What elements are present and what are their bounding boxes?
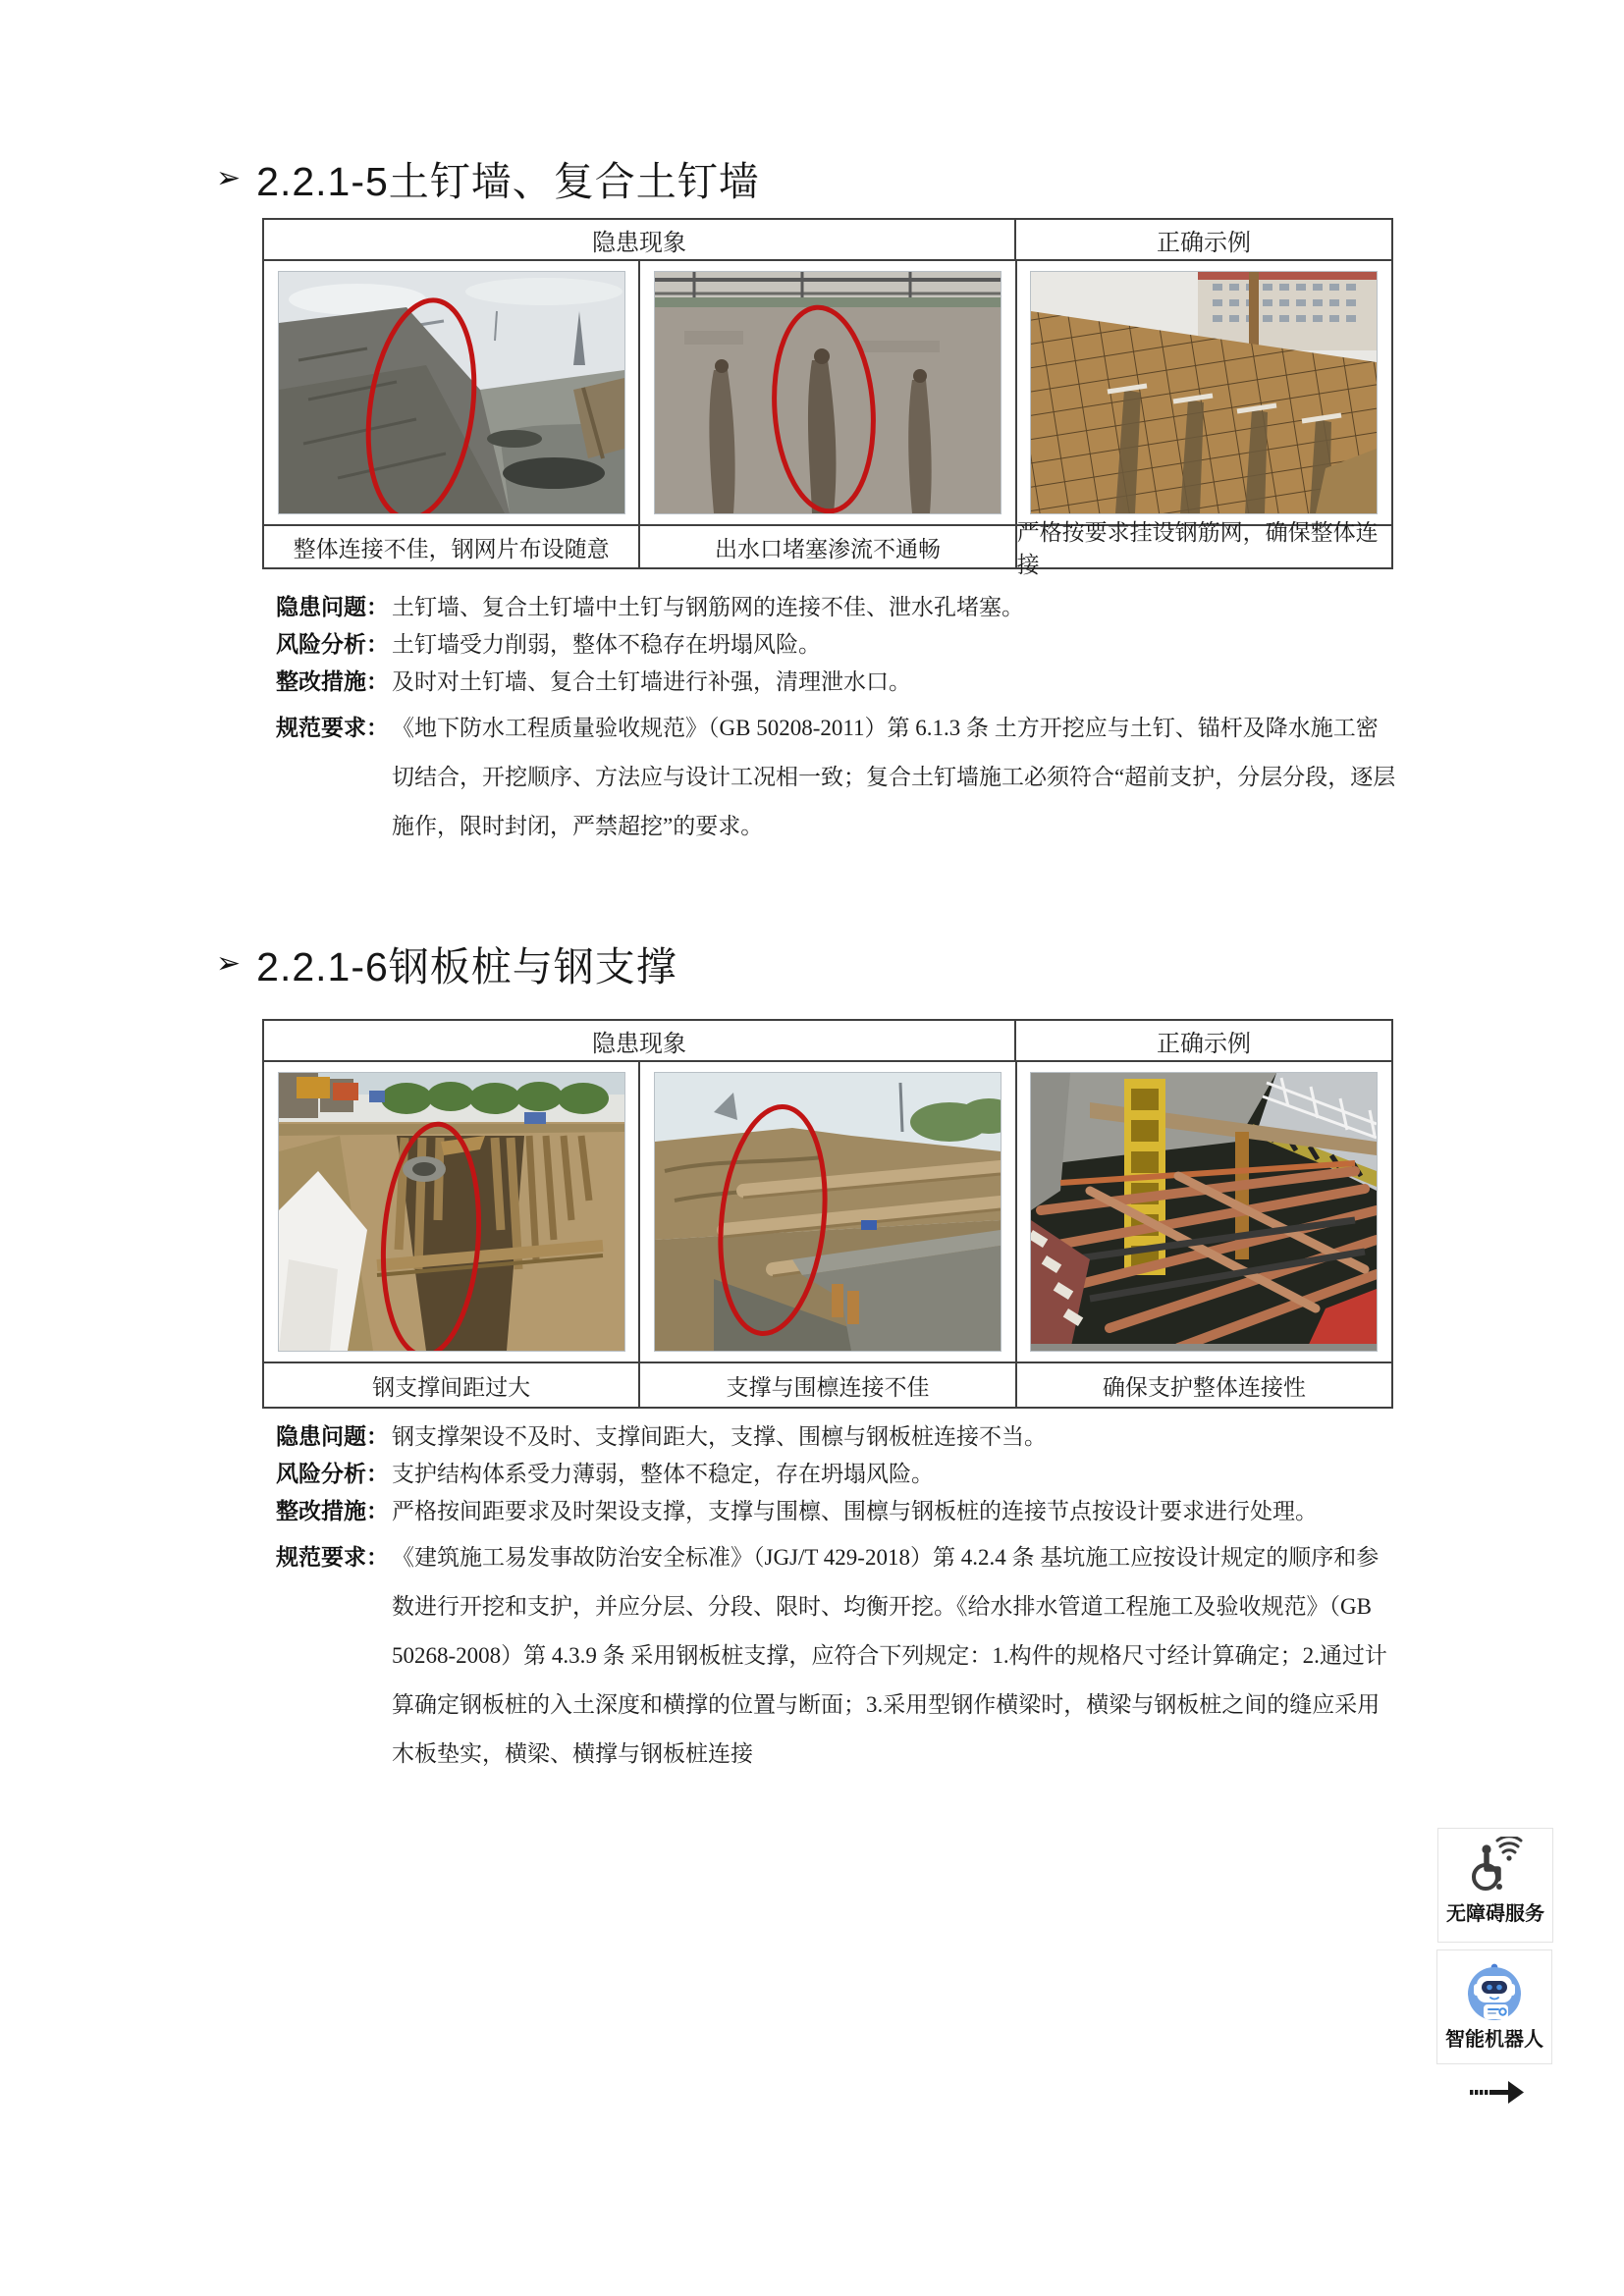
detail-row-measure xyxy=(276,1493,1397,1529)
table-image-cell xyxy=(1017,261,1391,524)
correct-header-cell: 正确示例 xyxy=(1157,1031,1251,1057)
correct-header-cell: 正确示例 xyxy=(1157,230,1251,256)
detail-text: 支护结构体系受力薄弱，整体不稳定，存在坍塌风险。 xyxy=(392,1462,934,1486)
table-image-cell xyxy=(264,1062,640,1362)
detail-text: 钢支撑架设不及时、支撑间距大，支撑、围檩与钢板桩连接不当。 xyxy=(392,1424,1047,1449)
detail-label: 整改措施： xyxy=(276,1499,389,1523)
detail-row-measure xyxy=(276,664,1397,700)
caption-cell: 严格按要求挂设钢筋网，确保整体连接 xyxy=(1016,520,1379,577)
detail-row-regulation xyxy=(276,704,1397,851)
detail-text: 土钉墙、复合土钉墙中土钉与钢筋网的连接不佳、泄水孔堵塞。 xyxy=(392,595,1024,619)
arrow-bullet-icon: ➢ xyxy=(216,947,242,980)
detail-text: 及时对土钉墙、复合土钉墙进行补强，清理泄水口。 xyxy=(392,669,911,694)
photo-trench-strut-spacing xyxy=(278,1072,625,1352)
table-image-row xyxy=(264,261,1391,526)
caption-cell: 支撑与围檩连接不佳 xyxy=(640,1363,1016,1407)
detail-label: 隐患问题： xyxy=(276,1424,389,1449)
section-title-text: 2.2.1-5土钉墙、复合土钉墙 xyxy=(256,159,760,204)
detail-block xyxy=(276,1418,1397,1780)
table-image-cell xyxy=(640,261,1016,524)
hazard-table xyxy=(262,1019,1393,1409)
photo-slope-poor-connection xyxy=(278,271,625,514)
detail-label: 风险分析： xyxy=(276,1462,389,1486)
detail-label: 规范要求： xyxy=(276,716,389,740)
caption-cell: 钢支撑间距过大 xyxy=(264,1363,640,1407)
detail-label: 隐患问题： xyxy=(276,595,389,619)
hazard-table xyxy=(262,218,1393,577)
detail-label: 整改措施： xyxy=(276,669,389,694)
detail-text: 《地下防水工程质量验收规范》（GB 50208-2011）第 6.1.3 条 土方开挖应与土钉、锚杆及降水施工密切结合，开挖顺序、方法应与设计工况相一致；复合土钉墙施工必须符合“超前支护，分层分段，逐层施作，限时封闭，严禁超挖”的要求。 xyxy=(392,716,1396,838)
table-header-row xyxy=(264,1021,1391,1062)
photo-wall-blocked-weepholes xyxy=(654,271,1001,514)
detail-row-problem xyxy=(276,589,1397,625)
robot-icon xyxy=(1462,1958,1527,2021)
caption-cell: 出水口堵塞渗流不通畅 xyxy=(640,526,1016,567)
table-caption-row xyxy=(264,520,1391,577)
caption-cell: 确保支护整体连接性 xyxy=(1102,1374,1306,1400)
table-image-cell xyxy=(264,261,640,524)
photo-strut-waler-connection xyxy=(654,1072,1001,1352)
section-title xyxy=(216,149,760,207)
widget-label: 智能机器人 xyxy=(1445,2029,1543,2051)
hazard-header-cell: 隐患现象 xyxy=(264,220,1016,259)
wheelchair-wifi-icon xyxy=(1463,1837,1528,1896)
detail-row-risk xyxy=(276,626,1397,663)
accessibility-service-button[interactable] xyxy=(1437,1828,1553,1943)
smart-robot-button[interactable] xyxy=(1436,1949,1552,2064)
section-title-text: 2.2.1-6钢板桩与钢支撑 xyxy=(256,944,677,989)
table-caption-row xyxy=(264,1363,1391,1407)
photo-braced-excavation xyxy=(1030,1072,1378,1352)
section-title xyxy=(216,934,677,992)
detail-row-regulation xyxy=(276,1533,1397,1779)
detail-row-risk xyxy=(276,1456,1397,1492)
detail-text: 土钉墙受力削弱，整体不稳存在坍塌风险。 xyxy=(392,632,821,657)
widget-label: 无障碍服务 xyxy=(1446,1903,1544,1925)
table-image-row xyxy=(264,1062,1391,1363)
detail-block xyxy=(276,589,1397,852)
detail-text: 《建筑施工易发事故防治安全标准》（JGJ/T 429-2018）第 4.2.4 条 基坑施工应按设计规定的顺序和参数进行开挖和支护，并应分层、分段、限时、均衡开挖。《给水排水管道工程施工及验收规范》（GB 50268-2008）第 4.3.9 条 采用钢板桩支撑，应符合下列规定：1.构件的规格尺寸经计算确定；2.通过计算确定钢板桩的入土深度和横撑的位置与断面；3.采用型钢作横梁时，横梁与钢板桩之间的缝应采用木板垫实，横梁、横撑与钢板桩连接 xyxy=(392,1545,1387,1766)
photo-slope-rebar-mesh xyxy=(1030,271,1378,514)
table-image-cell xyxy=(1017,1062,1391,1362)
table-image-cell xyxy=(640,1062,1016,1362)
table-header-row xyxy=(264,220,1391,261)
detail-text: 严格按间距要求及时架设支撑，支撑与围檩、围檩与钢板桩的连接节点按设计要求进行处理。 xyxy=(392,1499,1318,1523)
caption-cell: 整体连接不佳，钢网片布设随意 xyxy=(264,526,640,567)
hazard-header-cell: 隐患现象 xyxy=(264,1021,1016,1060)
detail-row-problem xyxy=(276,1418,1397,1455)
arrow-bullet-icon: ➢ xyxy=(216,162,242,194)
detail-label: 风险分析： xyxy=(276,632,389,657)
detail-label: 规范要求： xyxy=(276,1545,389,1570)
dashed-arrow-right-icon xyxy=(1469,2077,1526,2107)
next-page-arrow-button[interactable] xyxy=(1469,2077,1526,2111)
